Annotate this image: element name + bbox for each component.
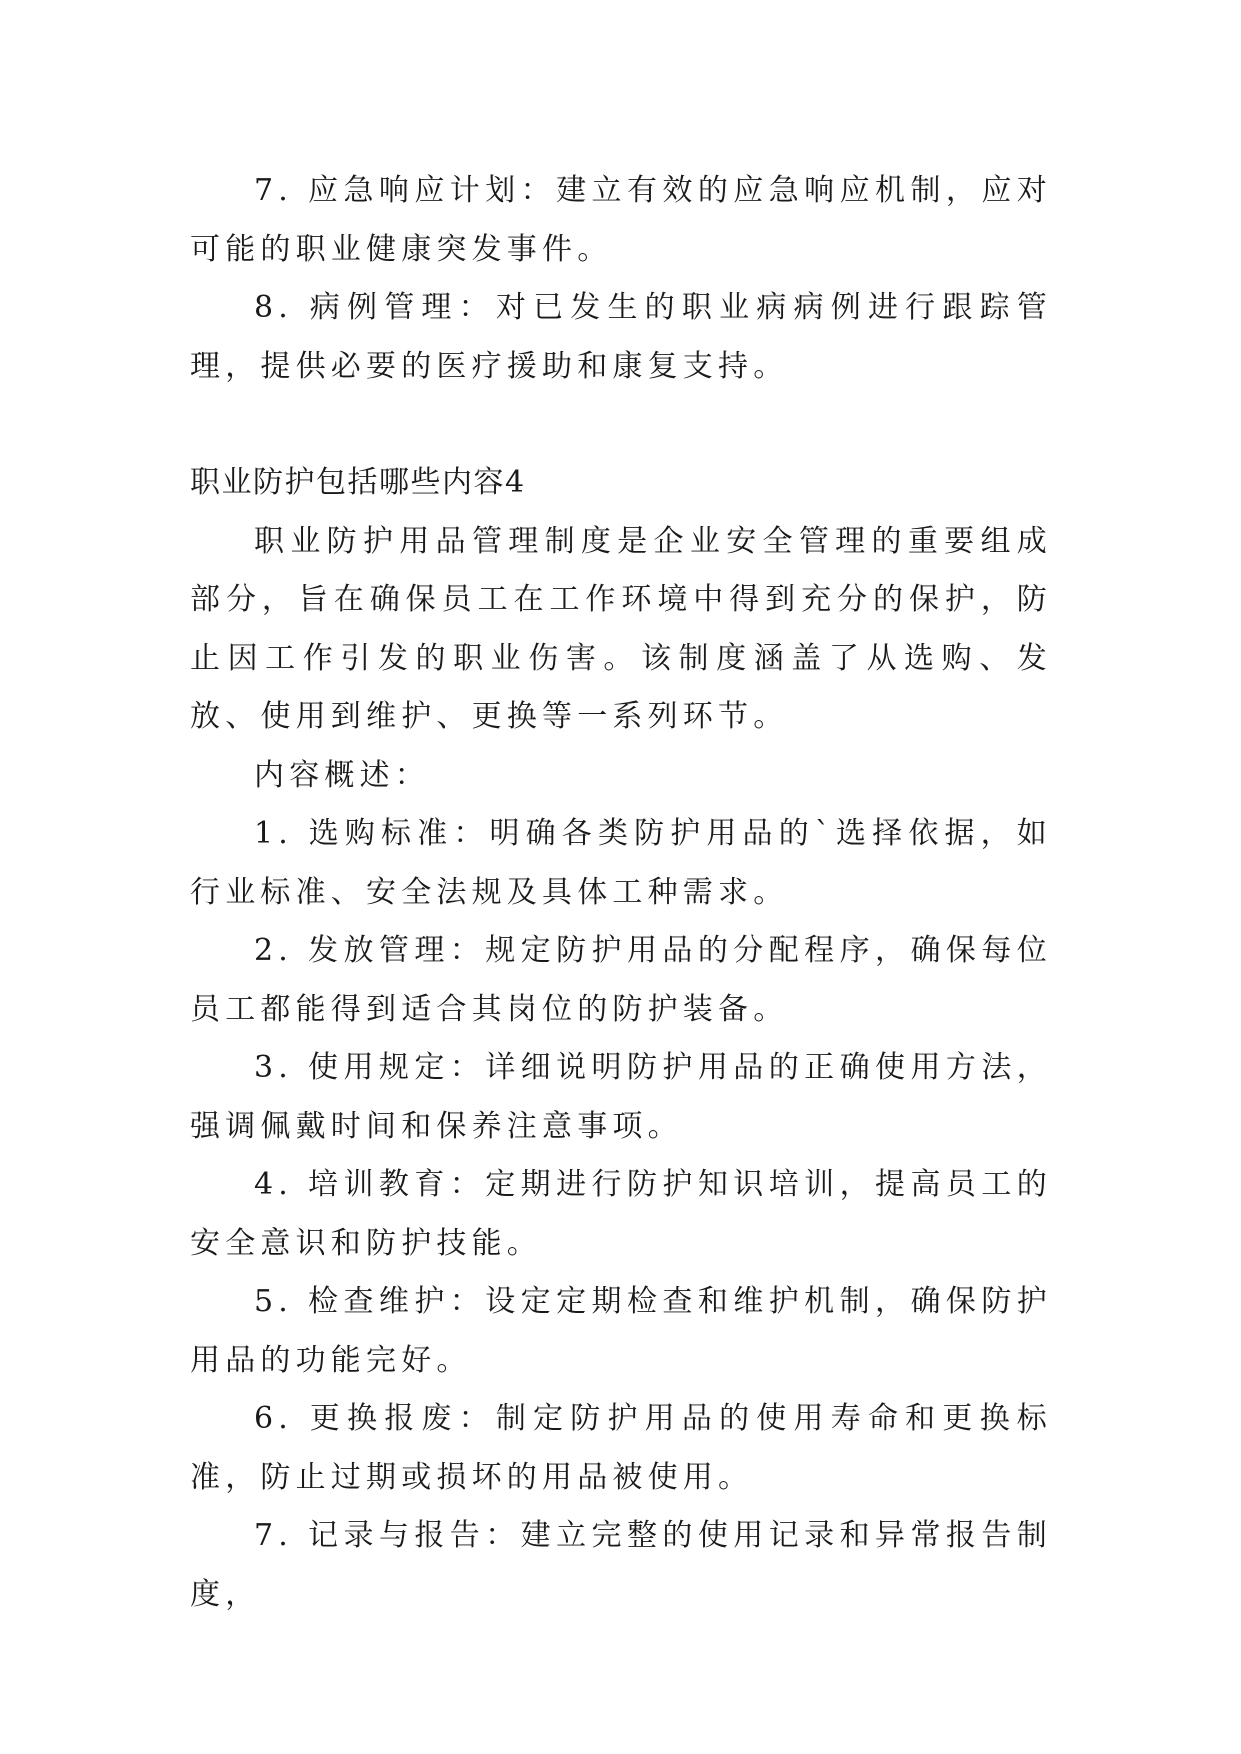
paragraph-case-management: 8. 病例管理：对已发生的职业病病例进行跟踪管理，提供必要的医疗援助和康复支持。 [190,290,1052,384]
list-item-distribution: 2. 发放管理：规定防护用品的分配程序，确保每位员工都能得到适合其岗位的防护装备。 [190,933,1052,1027]
list-item-usage: 3. 使用规定：详细说明防护用品的正确使用方法，强调佩戴时间和保养注意事项。 [190,1050,1052,1144]
paragraph-emergency-plan: 7. 应急响应计划：建立有效的应急响应机制，应对可能的职业健康突发事件。 [190,173,1052,267]
paragraph-intro: 职业防护用品管理制度是企业安全管理的重要组成部分，旨在确保员工在工作环境中得到充分的保护，防止因工作引发的职业伤害。该制度涵盖了从选购、发放、使用到维护、更换等一系列环节。 [190,523,1052,734]
list-item-training: 4. 培训教育：定期进行防护知识培训，提高员工的安全意识和防护技能。 [190,1167,1052,1261]
list-item-inspection: 5. 检查维护：设定定期检查和维护机制，确保防护用品的功能完好。 [190,1284,1052,1378]
list-item-procurement: 1. 选购标准：明确各类防护用品的`选择依据，如行业标准、安全法规及具体工种需求。 [190,816,1052,910]
list-item-replacement: 6. 更换报废：制定防护用品的使用寿命和更换标准，防止过期或损坏的用品被使用。 [190,1401,1052,1495]
section-heading: 职业防护包括哪些内容4 [190,465,526,500]
document-page [190,162,1052,1624]
list-item-records: 7. 记录与报告：建立完整的使用记录和异常报告制度， [190,1518,1052,1612]
overview-label: 内容概述： [254,757,430,793]
